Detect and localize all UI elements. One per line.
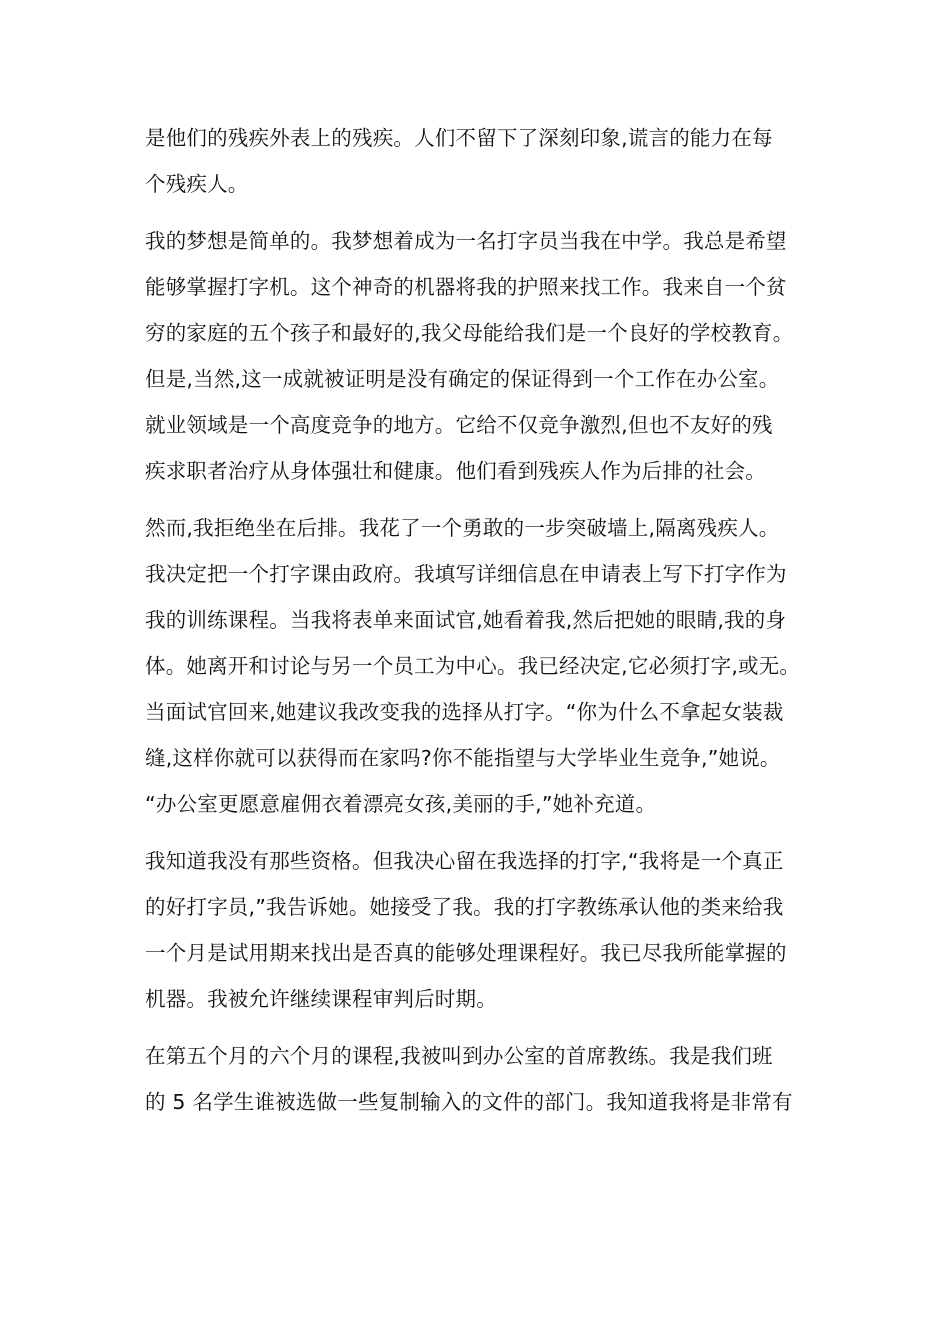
text-line: 但是,当然,这一成就被证明是没有确定的保证得到一个工作在办公室。	[145, 367, 780, 391]
text-line: 体。她离开和讨论与另一个员工为中心。我已经决定,它必须打字,或无。	[145, 654, 801, 678]
text-line: 的好打字员,”我告诉她。她接受了我。我的打字教练承认他的类来给我	[145, 895, 784, 919]
text-line: 我的训练课程。当我将表单来面试官,她看着我,然后把她的眼睛,我的身	[145, 608, 787, 632]
text-line: 的 5 名学生谁被选做一些复制输入的文件的部门。我知道我将是非常有	[145, 1090, 793, 1114]
text-line: 个残疾人。	[145, 172, 249, 196]
text-line: 是他们的残疾外表上的残疾。人们不留下了深刻印象,谎言的能力在每	[145, 126, 773, 150]
paragraph-4	[145, 838, 835, 1022]
text-line: 缝,这样你就可以获得而在家吗?你不能指望与大学毕业生竞争,”她说。	[145, 746, 781, 770]
text-line: 我知道我没有那些资格。但我决心留在我选择的打字,“我将是一个真正	[145, 849, 784, 873]
text-line: 我决定把一个打字课由政府。我填写详细信息在申请表上写下打字作为	[145, 562, 787, 586]
text-line: 在第五个月的六个月的课程,我被叫到办公室的首席教练。我是我们班	[145, 1044, 773, 1068]
text-line: 一个月是试用期来找出是否真的能够处理课程好。我已尽我所能掌握的	[145, 941, 787, 965]
paragraph-3	[145, 505, 835, 827]
text-line: 我的梦想是简单的。我梦想着成为一名打字员当我在中学。我总是希望	[145, 229, 787, 253]
text-line: 疾求职者治疗从身体强壮和健康。他们看到残疾人作为后排的社会。	[145, 459, 766, 483]
paragraph-2	[145, 218, 835, 494]
text-line: “办公室更愿意雇佣衣着漂亮女孩,美丽的手,”她补充道。	[145, 792, 657, 816]
text-line: 机器。我被允许继续课程审判后时期。	[145, 987, 497, 1011]
paragraph-1	[145, 115, 835, 207]
document-body	[145, 115, 835, 1136]
text-line: 穷的家庭的五个孩子和最好的,我父母能给我们是一个良好的学校教育。	[145, 321, 794, 345]
text-line: 能够掌握打字机。这个神奇的机器将我的护照来找工作。我来自一个贫	[145, 275, 787, 299]
text-line: 当面试官回来,她建议我改变我的选择从打字。“你为什么不拿起女装裁	[145, 700, 784, 724]
text-line: 然而,我拒绝坐在后排。我花了一个勇敢的一步突破墙上,隔离残疾人。	[145, 516, 780, 540]
paragraph-5	[145, 1033, 835, 1125]
text-line: 就业领域是一个高度竞争的地方。它给不仅竞争激烈,但也不友好的残	[145, 413, 773, 437]
